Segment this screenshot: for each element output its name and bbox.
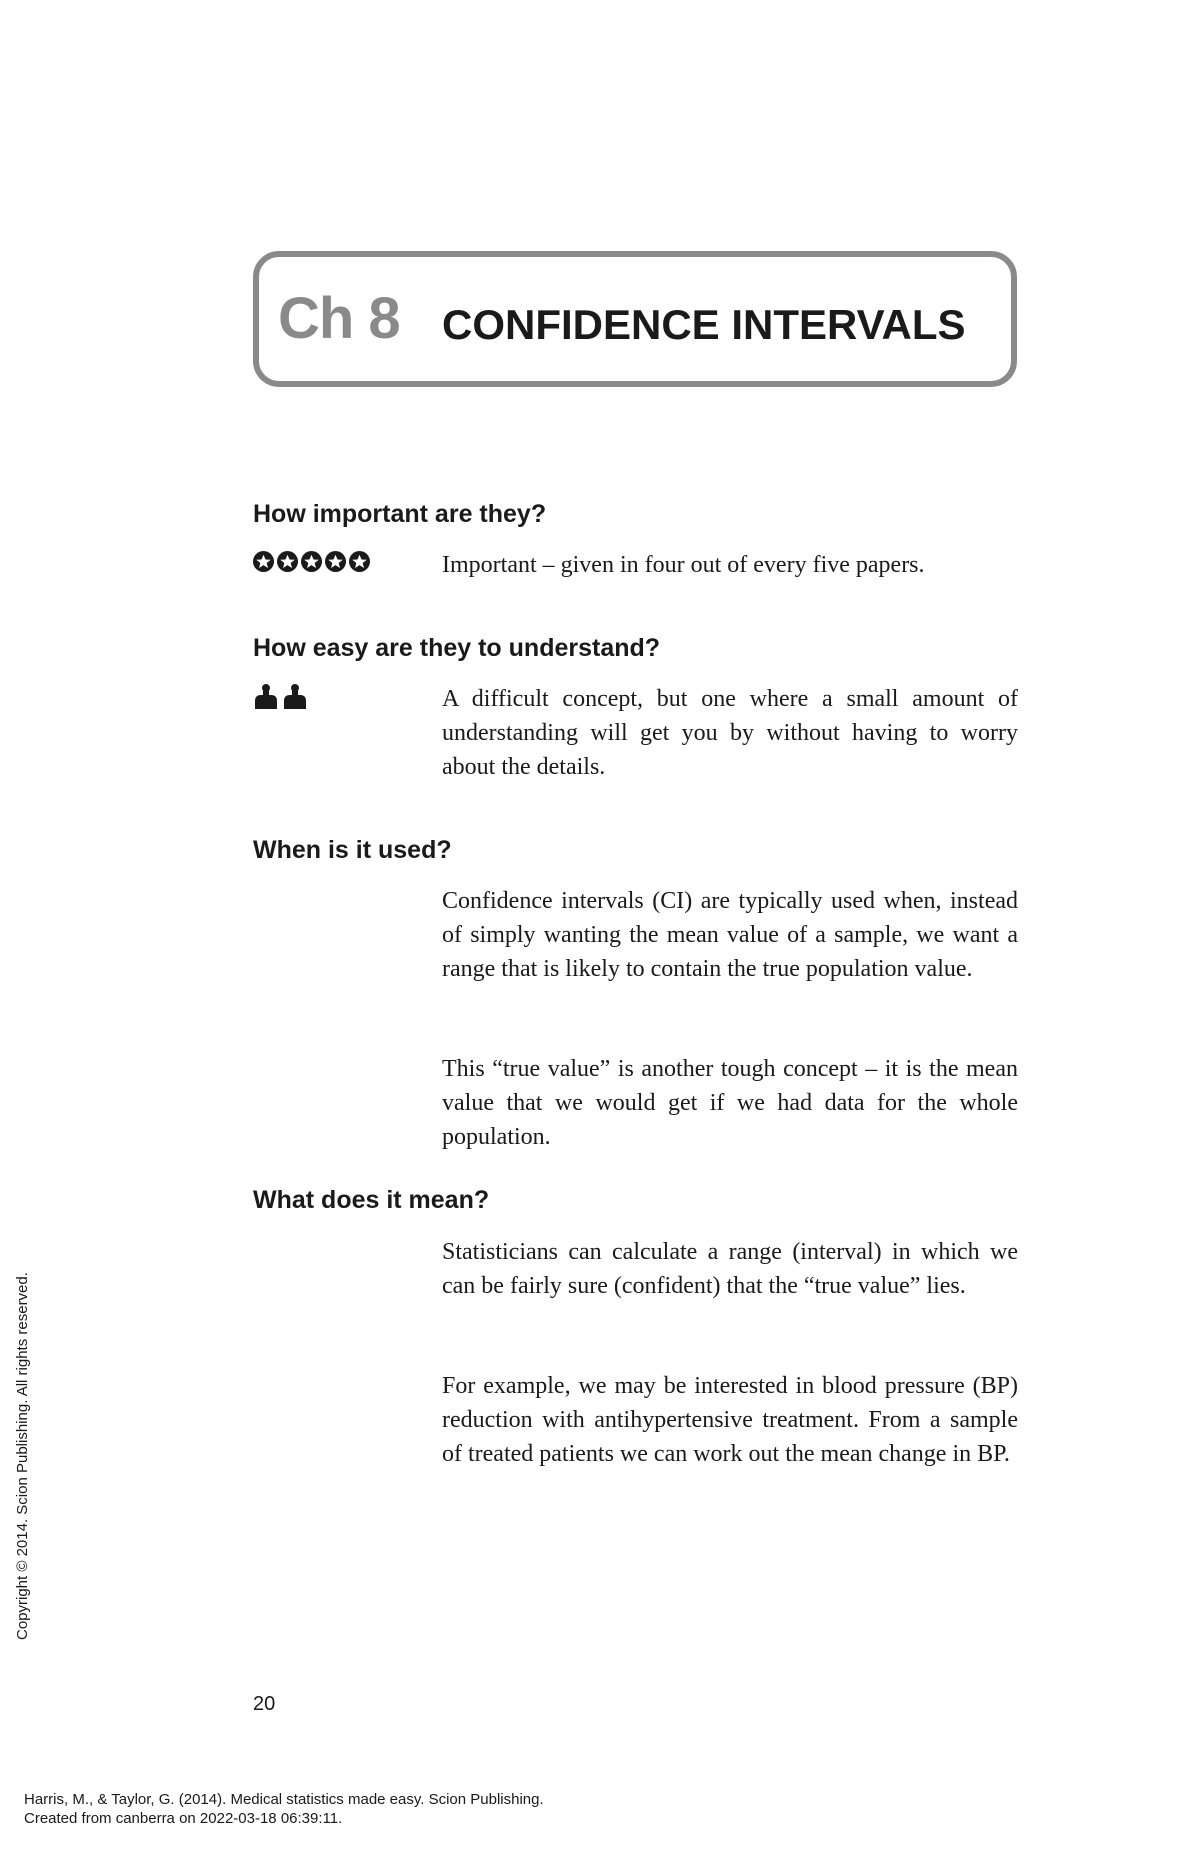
section-heading-meaning: What does it mean? — [253, 1186, 490, 1214]
importance-text: Important – given in four out of every five papers. — [442, 552, 925, 578]
meaning-paragraph-1: Statisticians can calculate a range (interval) in which we can be fairly sure (confident) that the “true value” lies. — [442, 1239, 1018, 1299]
ease-rating — [253, 683, 308, 711]
meaning-paragraph-2: For example, we may be interested in blood pressure (BP) reduction with antihypertensive treatment. From a sample of treated patients we can work out the mean change in BP. — [442, 1373, 1018, 1467]
chapter-title: CONFIDENCE INTERVALS — [442, 301, 966, 348]
citation-line-1: Harris, M., & Taylor, G. (2014). Medical statistics made easy. Scion Publishing. — [24, 1791, 544, 1808]
star-icon — [301, 551, 322, 572]
brain-icon — [282, 683, 308, 711]
copyright-notice: Copyright © 2014. Scion Publishing. All rights reserved. — [14, 1272, 31, 1640]
page-number: 20 — [253, 1693, 276, 1715]
citation-line-2: Created from canberra on 2022-03-18 06:39:11. — [24, 1810, 343, 1827]
chapter-number: Ch 8 — [278, 286, 400, 351]
usage-paragraph-1: Confidence intervals (CI) are typically used when, instead of simply wanting the mean value of a sample, we want a range that is likely to contain the true population value. — [442, 888, 1018, 982]
section-heading-importance: How important are they? — [253, 500, 547, 528]
star-icon — [277, 551, 298, 572]
star-icon — [253, 551, 274, 572]
section-heading-ease: How easy are they to understand? — [253, 634, 661, 662]
star-icon — [325, 551, 346, 572]
ease-text: A difficult concept, but one where a small amount of understanding will get you by without having to worry about the details. — [442, 686, 1018, 780]
star-icon — [349, 551, 370, 572]
usage-paragraph-2: This “true value” is another tough concept – it is the mean value that we would get if we had data for the whole population. — [442, 1056, 1018, 1150]
section-heading-usage: When is it used? — [253, 836, 452, 864]
importance-rating — [253, 551, 370, 572]
brain-icon — [253, 683, 279, 711]
